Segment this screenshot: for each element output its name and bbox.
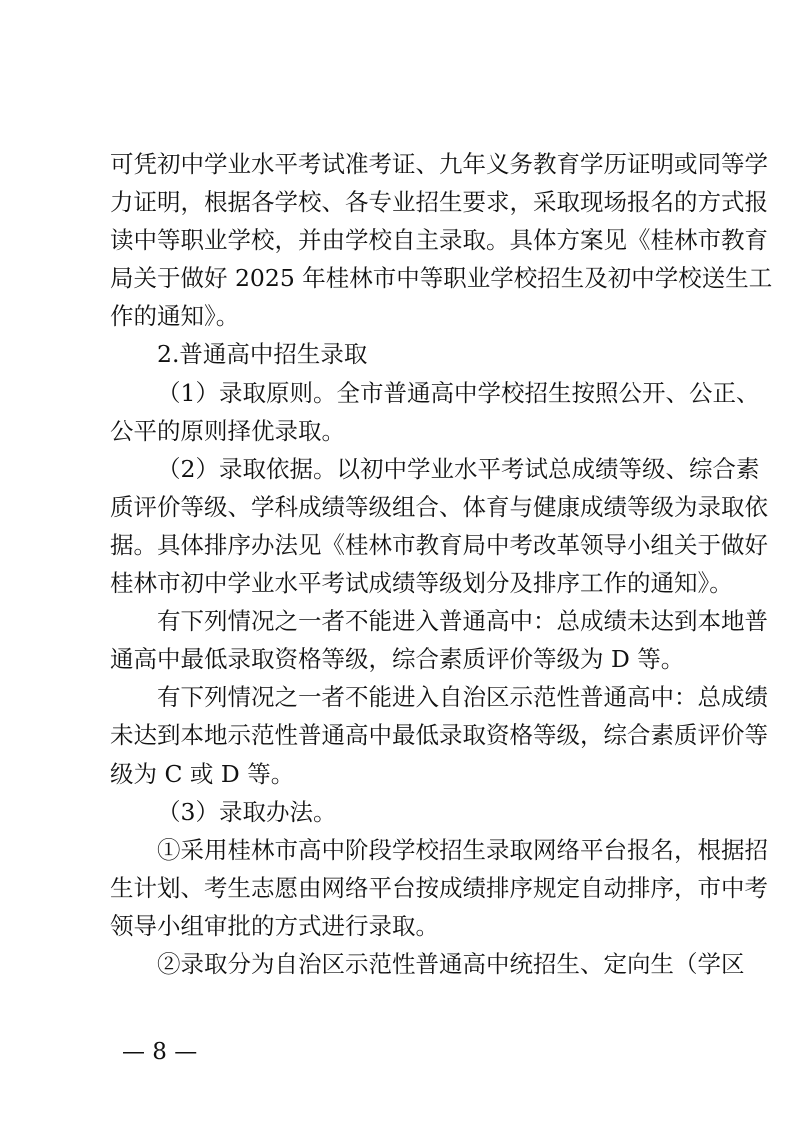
text-line: （1）录取原则。全市普通高中学校招生按照公开、公正、 [157,378,760,407]
text-line: 通高中最低录取资格等级，综合素质评价等级为 D 等。 [110,645,685,674]
text-line: 局关于做好 2025 年桂林市中等职业学校招生及初中学校送生工 [110,264,773,293]
text-line: 未达到本地示范性普通高中最低录取资格等级，综合素质评价等 [110,721,768,750]
text-line: 生计划、考生志愿由网络平台按成绩排序规定自动排序，市中考 [110,873,768,902]
text-line: 据。具体排序办法见《桂林市教育局中考改革领导小组关于做好 [110,530,768,559]
text-line: 有下列情况之一者不能进入自治区示范性普通高中：总成绩 [157,683,768,712]
text-line: 级为 C 或 D 等。 [110,759,295,788]
text-line: （3）录取办法。 [157,797,337,826]
body-text [110,145,773,983]
text-line: 有下列情况之一者不能进入普通高中：总成绩未达到本地普 [157,607,768,636]
text-line: 力证明，根据各学校、各专业招生要求，采取现场报名的方式报 [110,188,768,217]
text-line: 作的通知》。 [110,302,240,331]
text-line: 桂林市初中学业水平考试成绩等级划分及排序工作的通知》。 [110,569,733,598]
text-line: 读中等职业学校，并由学校自主录取。具体方案见《桂林市教育 [110,226,768,255]
text-line: ①采用桂林市高中阶段学校招生录取网络平台报名，根据招 [157,835,768,864]
text-line: （2）录取依据。以初中学业水平考试总成绩等级、综合素 [157,454,760,483]
text-line: 领导小组审批的方式进行录取。 [110,911,439,940]
text-line: 公平的原则择优录取。 [110,416,345,445]
text-line: 可凭初中学业水平考试准考证、九年义务教育学历证明或同等学 [110,150,768,178]
page-number: — 8 — [122,1039,198,1065]
text-line: 质评价等级、学科成绩等级组合、体育与健康成绩等级为录取依 [110,492,768,521]
section-heading: 2.普通高中招生录取 [157,340,368,369]
text-line: ②录取分为自治区示范性普通高中统招生、定向生（学区 [157,949,745,978]
